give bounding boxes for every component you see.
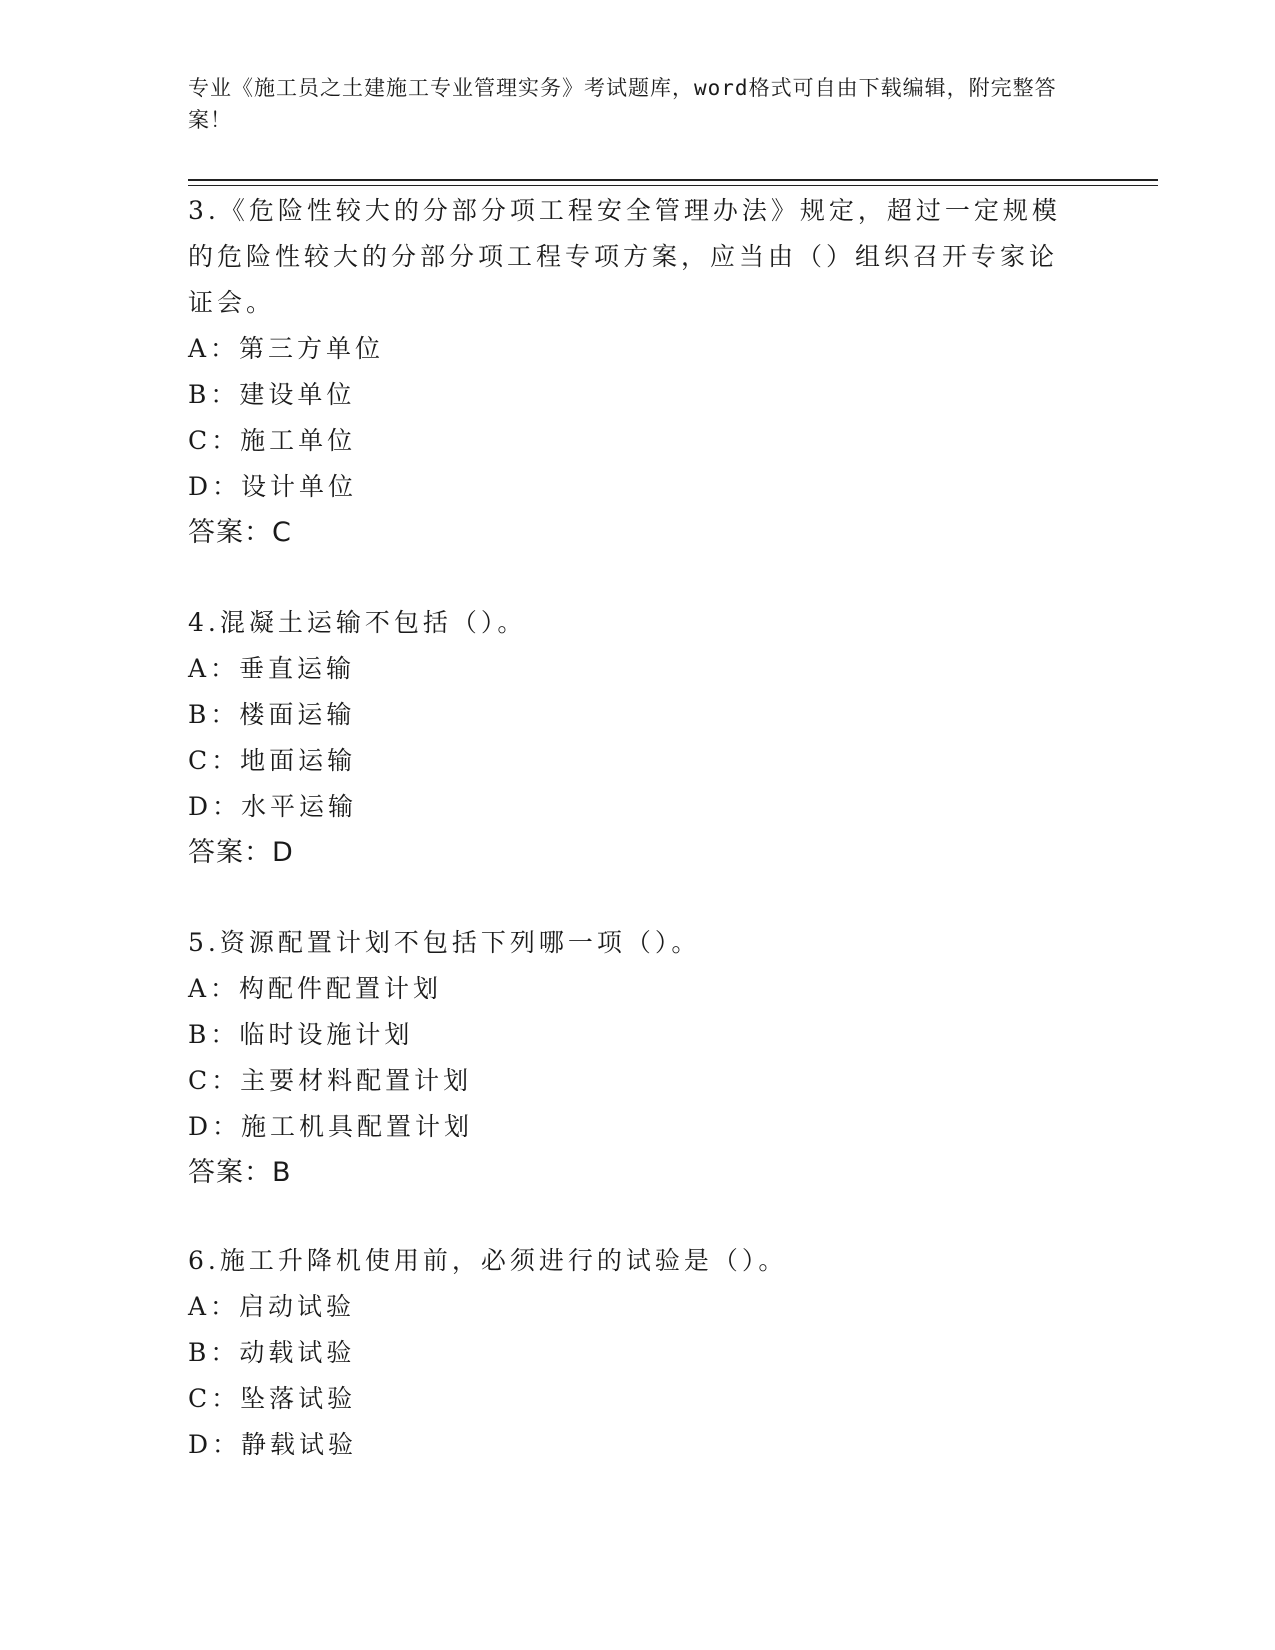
- question-stem: 6.施工升降机使用前，必须进行的试验是（）。: [188, 1246, 788, 1275]
- option-d: D：施工机具配置计划: [188, 1112, 474, 1141]
- option-c: C：施工单位: [188, 426, 357, 455]
- header-divider-thin: [188, 185, 1158, 186]
- question-stem: 3.《危险性较大的分部分项工程安全管理办法》规定，超过一定规模的危险性较大的分部分项工程专项方案，应当由（）组织召开专家论证会。: [188, 196, 1061, 317]
- question-stem: 5.资源配置计划不包括下列哪一项（）。: [188, 928, 701, 957]
- option-b: B：临时设施计划: [188, 1020, 414, 1049]
- question-3: [188, 188, 1068, 556]
- option-b: B：动载试验: [188, 1338, 356, 1367]
- document-intro: 专业《施工员之土建施工专业管理实务》考试题库，word格式可自由下载编辑，附完整答案！: [188, 76, 1057, 132]
- option-c: C：主要材料配置计划: [188, 1066, 473, 1095]
- option-c: C：地面运输: [188, 746, 357, 775]
- option-b: B：建设单位: [188, 380, 356, 409]
- option-c: C：坠落试验: [188, 1384, 357, 1413]
- option-b: B：楼面运输: [188, 700, 356, 729]
- option-a: A：垂直运输: [188, 654, 356, 683]
- header-divider-thick: [188, 179, 1158, 181]
- option-d: D：设计单位: [188, 472, 358, 501]
- question-6: [188, 1238, 1068, 1468]
- question-stem: 4.混凝土运输不包括（）。: [188, 608, 527, 637]
- answer-line: 答案：C: [188, 517, 292, 548]
- answer-line: 答案：D: [188, 837, 294, 868]
- option-a: A：第三方单位: [188, 334, 385, 363]
- option-d: D：静载试验: [188, 1430, 358, 1459]
- question-4: [188, 600, 1068, 876]
- answer-line: 答案：B: [188, 1157, 292, 1188]
- option-a: A：启动试验: [188, 1292, 356, 1321]
- option-d: D：水平运输: [188, 792, 358, 821]
- option-a: A：构配件配置计划: [188, 974, 443, 1003]
- question-5: [188, 920, 1068, 1196]
